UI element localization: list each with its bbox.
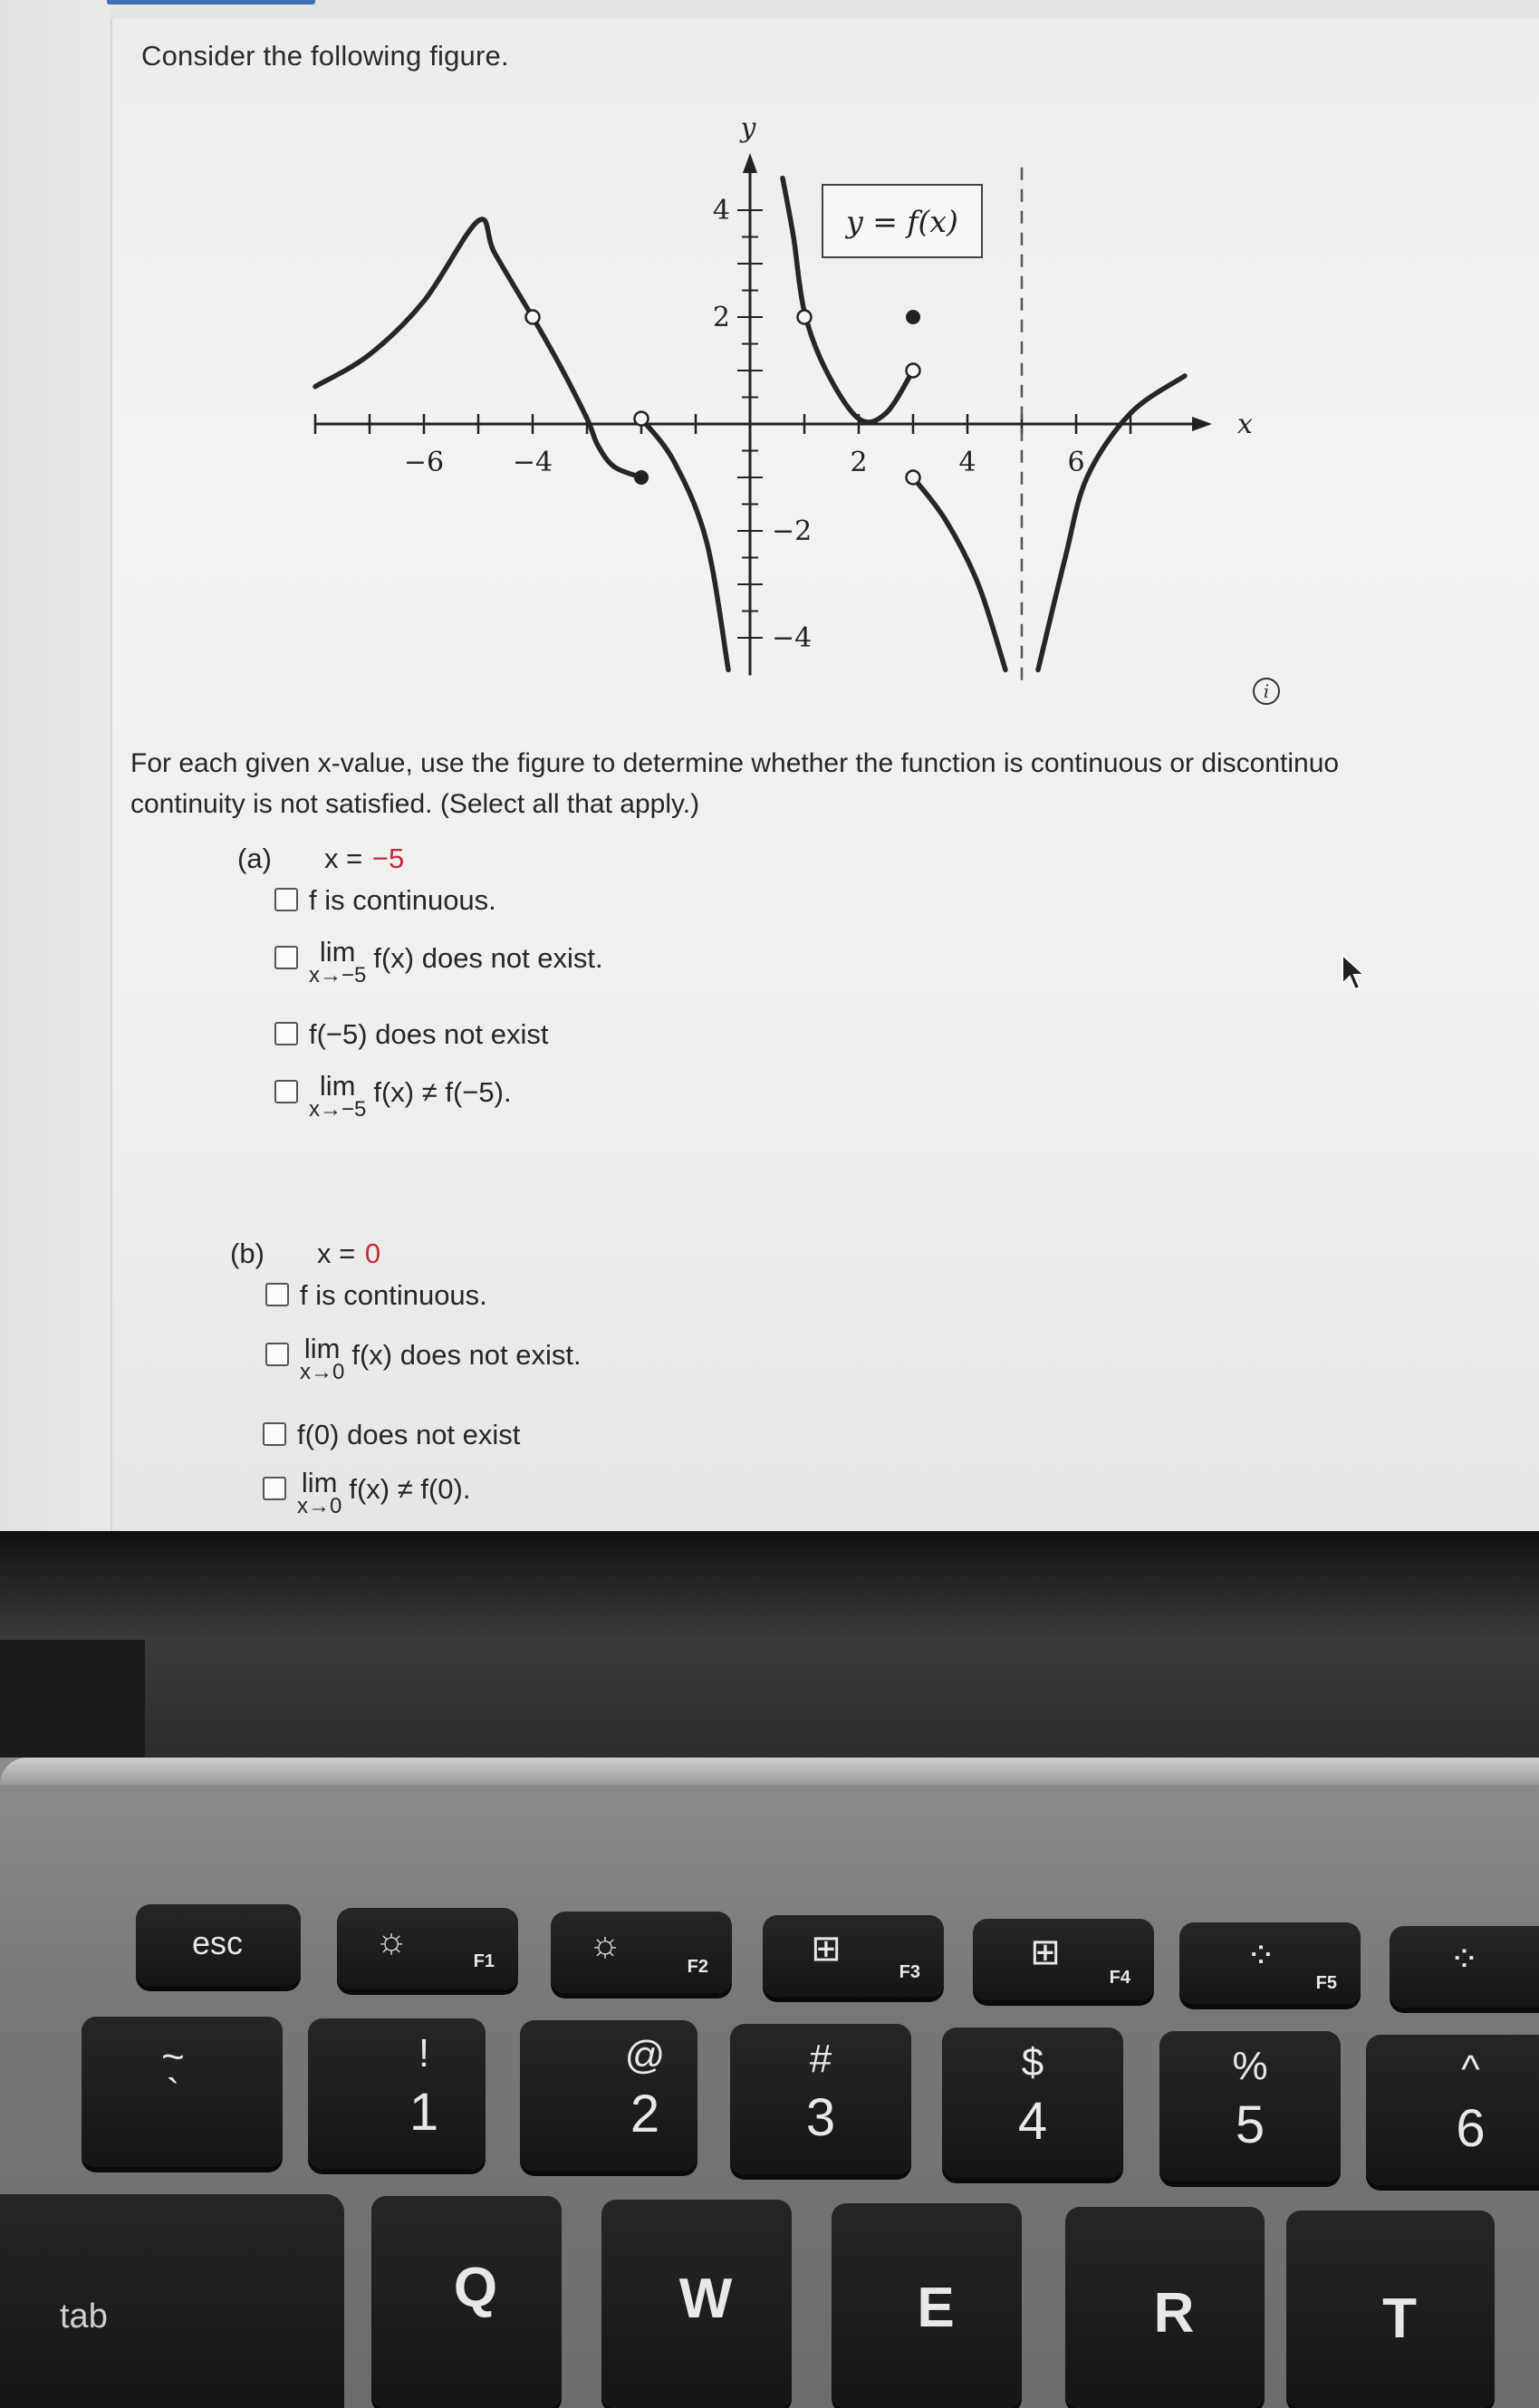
y-tick-label: −4: [772, 622, 813, 654]
key-shift-symbol: %: [1232, 2044, 1268, 2088]
checkbox[interactable]: [274, 1080, 298, 1103]
key-letter: T: [1382, 2288, 1417, 2350]
part-a-option-value-dne[interactable]: [274, 1015, 549, 1055]
brightness-down-icon: ☼: [374, 1921, 409, 1960]
x-tick-label: 4: [958, 447, 976, 478]
lim-word: lim: [301, 1467, 338, 1498]
info-icon[interactable]: i: [1253, 678, 1280, 705]
key-t[interactable]: [1286, 2211, 1495, 2408]
instructions-line1: For each given x-value, use the figure to determine whether the function is continuous or discontinuo: [130, 748, 1340, 778]
part-a-heading: [237, 843, 404, 875]
function-curve: [641, 419, 728, 669]
key-shift-symbol: $: [1021, 2040, 1044, 2085]
x-axis-label: x: [1237, 409, 1253, 440]
part-b-label: (b): [230, 1238, 265, 1269]
part-a-option-continuous[interactable]: [274, 881, 496, 920]
function-graph: [290, 91, 1268, 689]
key-label: F1: [473, 1951, 495, 1971]
open-point: [907, 471, 920, 485]
key-1[interactable]: [308, 2018, 486, 2169]
checkbox[interactable]: [274, 946, 298, 969]
key-f6[interactable]: [1390, 1926, 1539, 2008]
x-axis-arrow: [1192, 417, 1212, 431]
key-symbol: `: [166, 2071, 180, 2115]
checkbox[interactable]: [265, 1343, 289, 1366]
key-q[interactable]: [371, 2196, 562, 2408]
key-shift-symbol: !: [418, 2031, 430, 2076]
x-tick-label: −4: [512, 447, 553, 478]
part-b-option-value-dne[interactable]: [263, 1415, 520, 1455]
option-text: f(x) ≠ f(−5).: [373, 1076, 512, 1108]
checkbox[interactable]: [263, 1477, 286, 1500]
lim-subscript: x→0: [300, 1360, 345, 1384]
limit-notation: [309, 936, 367, 987]
part-b-heading: [230, 1238, 380, 1270]
intro-text: Consider the following figure.: [141, 40, 509, 72]
part-a-label: (a): [237, 843, 272, 874]
x-tick-label: −6: [403, 447, 445, 478]
part-a-option-limit-dne[interactable]: [274, 936, 603, 987]
option-text: f(0) does not exist: [297, 1419, 521, 1450]
open-point: [907, 364, 920, 378]
key-5[interactable]: [1159, 2031, 1341, 2182]
x-tick-label: 6: [1067, 447, 1085, 478]
function-curve: [1038, 376, 1185, 670]
key-tab[interactable]: [0, 2194, 344, 2408]
checkbox[interactable]: [265, 1283, 289, 1306]
mission-control-icon: ⊞: [811, 1929, 842, 1969]
limit-notation: [300, 1335, 344, 1382]
launchpad-icon: ⊞: [1030, 1932, 1061, 1972]
key-f1[interactable]: [337, 1908, 518, 1989]
key-symbol: 4: [1017, 2092, 1048, 2151]
open-point: [635, 412, 649, 426]
laptop-hinge: [145, 1635, 1539, 1771]
keyboard-light-up-icon: ⁘: [1448, 1940, 1480, 1979]
y-tick-label: 2: [712, 302, 730, 333]
part-b-option-continuous[interactable]: [265, 1276, 487, 1315]
key-symbol: 3: [805, 2088, 836, 2147]
lim-subscript: x→−5: [309, 1097, 367, 1122]
closed-point: [634, 470, 649, 485]
key-letter: E: [917, 2277, 955, 2339]
key-shift-symbol: #: [809, 2037, 832, 2081]
open-point: [798, 311, 812, 324]
key-label: F4: [1109, 1968, 1130, 1988]
key-3[interactable]: [730, 2024, 911, 2174]
checkbox[interactable]: [263, 1422, 286, 1446]
key-f5[interactable]: [1179, 1922, 1361, 2004]
key-letter: Q: [453, 2257, 498, 2319]
key-label: F2: [687, 1957, 708, 1977]
key-symbol: 2: [630, 2085, 660, 2143]
mouse-cursor-icon: [1341, 953, 1368, 993]
function-curve: [315, 219, 533, 387]
screen-bezel: [0, 1531, 1539, 1640]
key-symbol: 6: [1456, 2099, 1486, 2158]
lim-word: lim: [303, 1333, 341, 1364]
key-symbol: 1: [409, 2083, 439, 2142]
option-text: f is continuous.: [309, 884, 496, 916]
y-axis-label: y: [740, 112, 756, 144]
brightness-up-icon: ☼: [588, 1924, 622, 1964]
keyboard-light-down-icon: ⁘: [1246, 1936, 1276, 1976]
key-label: F3: [899, 1962, 920, 1982]
x-tick-label: 2: [850, 447, 868, 478]
limit-notation: [309, 1070, 367, 1122]
key-f4[interactable]: [973, 1919, 1154, 2000]
key-symbol: 5: [1235, 2095, 1265, 2154]
lim-subscript: x→0: [297, 1494, 342, 1518]
limit-notation: [297, 1469, 341, 1517]
key-letter: R: [1153, 2282, 1195, 2345]
lim-subscript: x→−5: [309, 963, 367, 987]
key-f3[interactable]: [763, 1915, 944, 1997]
keyboard-deck-edge: [0, 1758, 1539, 1785]
function-curve: [913, 477, 1005, 669]
y-tick-label: 4: [712, 195, 730, 226]
key-r[interactable]: [1065, 2207, 1265, 2408]
part-b-x-value: 0: [364, 1238, 381, 1269]
key-esc[interactable]: [136, 1904, 301, 1986]
function-label: y = f(x): [846, 204, 958, 239]
key-w[interactable]: [601, 2200, 792, 2408]
key-backtick[interactable]: [82, 2017, 283, 2167]
checkbox[interactable]: [274, 888, 298, 911]
key-4[interactable]: [942, 2028, 1123, 2178]
key-shift-symbol: ^: [1461, 2047, 1480, 2092]
part-a-x-text: x =: [324, 843, 370, 874]
part-b-option-limit-dne[interactable]: [265, 1335, 582, 1382]
part-a-option-limit-neq[interactable]: [274, 1070, 512, 1122]
option-text: f(x) ≠ f(0).: [349, 1473, 471, 1505]
lim-word: lim: [319, 936, 356, 968]
key-label: esc: [192, 1924, 244, 1961]
key-e[interactable]: [832, 2203, 1022, 2408]
open-point: [526, 311, 540, 324]
part-a-x-value: −5: [371, 843, 405, 874]
option-text: f(−5) does not exist: [309, 1018, 549, 1050]
key-letter: W: [678, 2268, 733, 2330]
key-f2[interactable]: [551, 1912, 732, 1993]
key-label: F5: [1315, 1973, 1337, 1993]
y-axis-arrow: [743, 153, 757, 173]
option-text: f is continuous.: [300, 1279, 487, 1311]
closed-point: [906, 310, 920, 324]
checkbox[interactable]: [274, 1022, 298, 1045]
instructions: [130, 743, 1539, 824]
key-2[interactable]: [520, 2020, 697, 2171]
key-label: tab: [60, 2297, 108, 2336]
lim-word: lim: [319, 1070, 356, 1102]
y-tick-label: −2: [772, 515, 813, 547]
option-text: f(x) does not exist.: [351, 1339, 582, 1371]
key-shift-symbol: @: [624, 2033, 666, 2077]
part-b-x-text: x =: [317, 1238, 363, 1269]
option-text: f(x) does not exist.: [373, 942, 603, 974]
key-shift-symbol: ~: [161, 2035, 185, 2079]
instructions-line2: continuity is not satisfied. (Select all that apply.): [130, 789, 700, 819]
part-b-option-limit-neq[interactable]: [263, 1469, 470, 1517]
key-6[interactable]: [1366, 2035, 1539, 2185]
